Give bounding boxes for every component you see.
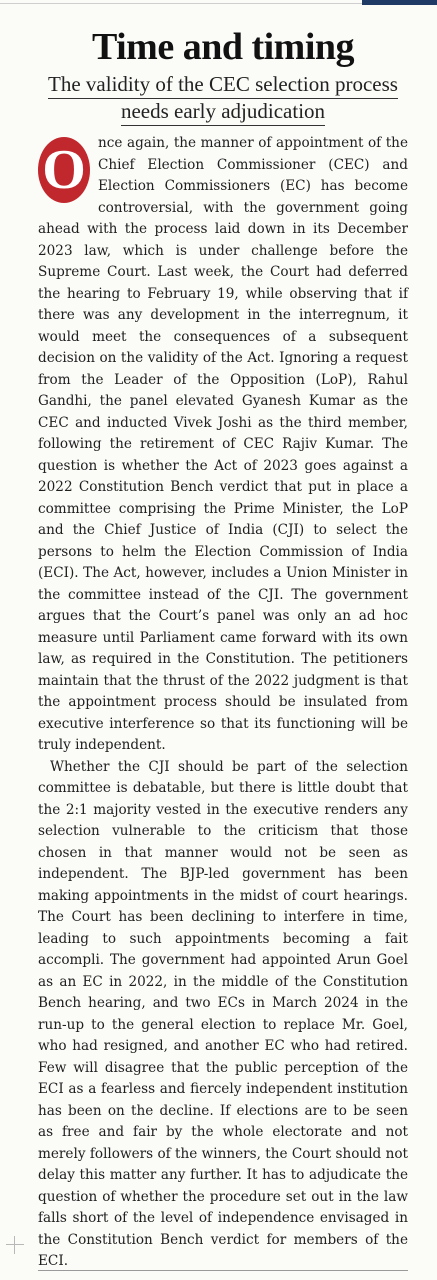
subheadline-line-2: needs early adjudication (121, 99, 325, 126)
headline: Time and timing (91, 26, 355, 68)
dropcap: O (38, 137, 90, 203)
editorial-article (38, 26, 408, 1273)
subheadline (38, 72, 408, 126)
paragraph-1-text: nce again, the manner of appointment of the Chief Election Commissioner (CEC) and Election Commissioners (EC) has become controversial, with the government going ahead with the process laid down in its December 2023 law, which is under challenge before the Supreme Court. Last week, the Court had deferred the hearing to February 19, while observing that if there was any development in the interregnum, it would meet the consequences of a subsequent decision on the validity of the Act. Ignoring a request from the Leader of the Opposition (LoP), Rahul Gandhi, the panel elevated Gyanesh Kumar as the CEC and inducted Vivek Joshi as the third member, following the retirement of CEC Rajiv Kumar. The question is whether the Act of 2023 goes against a 2022 Constitution Bench verdict that put in place a committee comprising the Prime Minister, the LoP and the Chief Justice of India (CJI) to select the persons to helm the Election Commission of India (ECI). The Act, however, includes a Union Minister in the committee instead of the CJI. The government argues that the Court’s panel was only an ad hoc measure until Parliament came forward with its own law, as required in the Constitution. The petitioners maintain that the thrust of the 2022 judgment is that the appointment process should be insulated from executive interference so that its functioning will be truly independent. (38, 135, 408, 753)
top-accent-bar (362, 0, 437, 5)
top-rule (0, 3, 362, 4)
bottom-rule (38, 1270, 408, 1271)
paragraph-2: Whether the CJI should be part of the selection committee is debatable, but there is little doubt that the 2:1 majority vested in the executive renders any selection vulnerable to the criticism that those chosen in that manner would not be seen as independent. The BJP-led government has been making appointments in the midst of court hearings. The Court has been declining to interfere in time, leading to such appointments becoming a fait accompli. The government had appointed Arun Goel as an EC in 2022, in the middle of the Constitution Bench hearing, and two ECs in March 2024 in the run-up to the general election to replace Mr. Goel, who had resigned, and another EC who had retired. Few will disagree that the public perception of the ECI as a fearless and fiercely independent institution has been on the decline. If elections are to be seen as free and fair by the whole electorate and not merely followers of the winners, the Court should not delay this matter any further. It has to adjudicate the question of whether the procedure set out in the law falls short of the level of independence envisaged in the Constitution Bench verdict for members of the ECI. (38, 758, 408, 1269)
paragraph-1 (38, 133, 408, 757)
crosshair-mark-icon (6, 1236, 24, 1254)
article-body (38, 133, 408, 1273)
subheadline-line-1: The validity of the CEC selection process (48, 72, 398, 99)
